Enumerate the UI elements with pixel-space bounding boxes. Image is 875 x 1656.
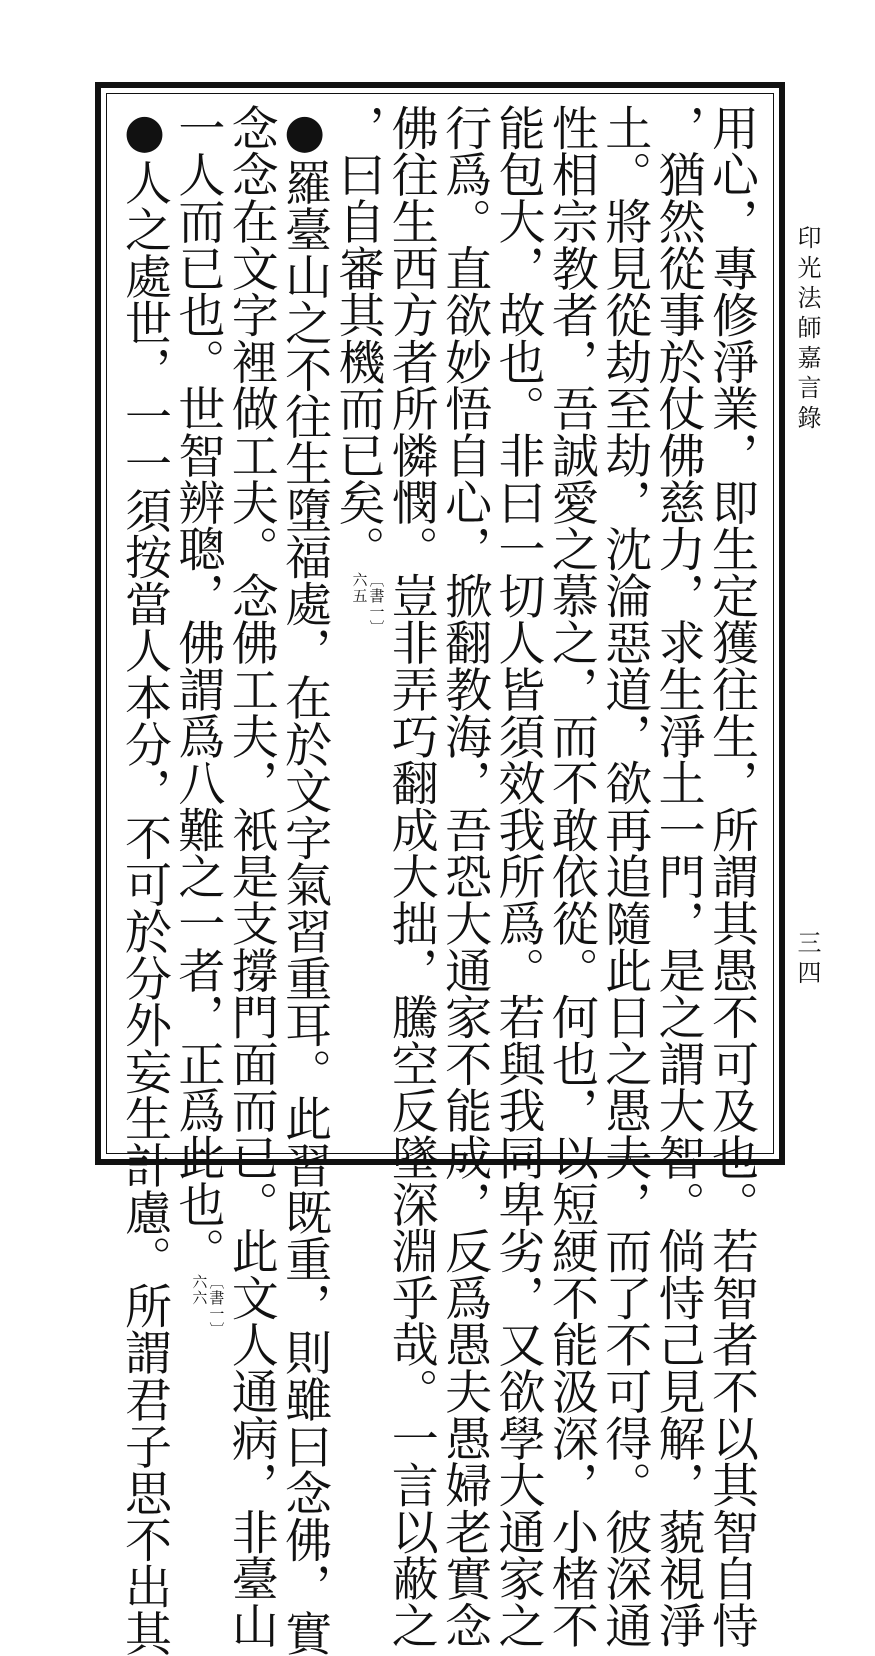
book-title: 印光法師嘉言錄: [793, 225, 821, 435]
text-column-with-note: [331, 104, 384, 1139]
citation-source: 〔書一〕: [207, 1274, 226, 1339]
text-column: ●羅臺山之不往生墮福處，在於文字氣習重耳。此習既重，則雖曰念佛，實: [277, 104, 333, 1656]
text-column: 念念在文字裡做工夫。念佛工夫，衹是支撐門面而已。此文人通病，非臺山: [223, 104, 279, 1649]
page-number: 三四: [793, 930, 821, 990]
citation-number: 六六: [190, 1274, 209, 1307]
text-column: 行爲。直欲妙悟自心，掀翻教海，吾恐大通家不能成，反爲愚夫愚婦老實念: [437, 104, 493, 1649]
text-column: 用心，專修淨業，即生定獲往生，所謂其愚不可及也。若智者不以其智自恃: [703, 104, 759, 1649]
text-column: ，猶然從事於仗佛慈力，求生淨土一門，是之謂大智。倘恃己見解，藐視淨: [650, 104, 706, 1649]
citation-number: 六五: [350, 572, 369, 605]
citation-source: 〔書一〕: [367, 572, 386, 637]
citation-note: [350, 572, 386, 637]
text-column: 性相宗教者，吾誠愛之慕之，而不敢依從。何也，以短綆不能汲深，小楮不: [543, 104, 599, 1649]
column-text: 一人而已也。世智辨聰，佛謂爲八難之一者，正爲此也。: [170, 104, 226, 1275]
text-column: 能包大，故也。非曰一切人皆須效我所爲。若與我同卑劣，又欲學大通家之: [490, 104, 546, 1649]
text-column-with-note: [170, 104, 226, 1339]
text-body: [117, 104, 759, 1656]
text-column: 土。將見從劫至劫，沈淪惡道，欲再追隨此日之愚夫，而了不可得。彼深通: [597, 104, 653, 1649]
citation-note: [190, 1274, 226, 1339]
text-column: ●人之處世，一一須按當人本分，不可於分外妄生計慮。所謂君子思不出其: [117, 104, 172, 1656]
text-column: 佛往生西方者所憐憫。豈非弄巧翻成大拙，騰空反墜深淵乎哉。一言以蔽之: [383, 104, 439, 1649]
column-text: ，曰自審其機而已矣。: [330, 104, 386, 573]
